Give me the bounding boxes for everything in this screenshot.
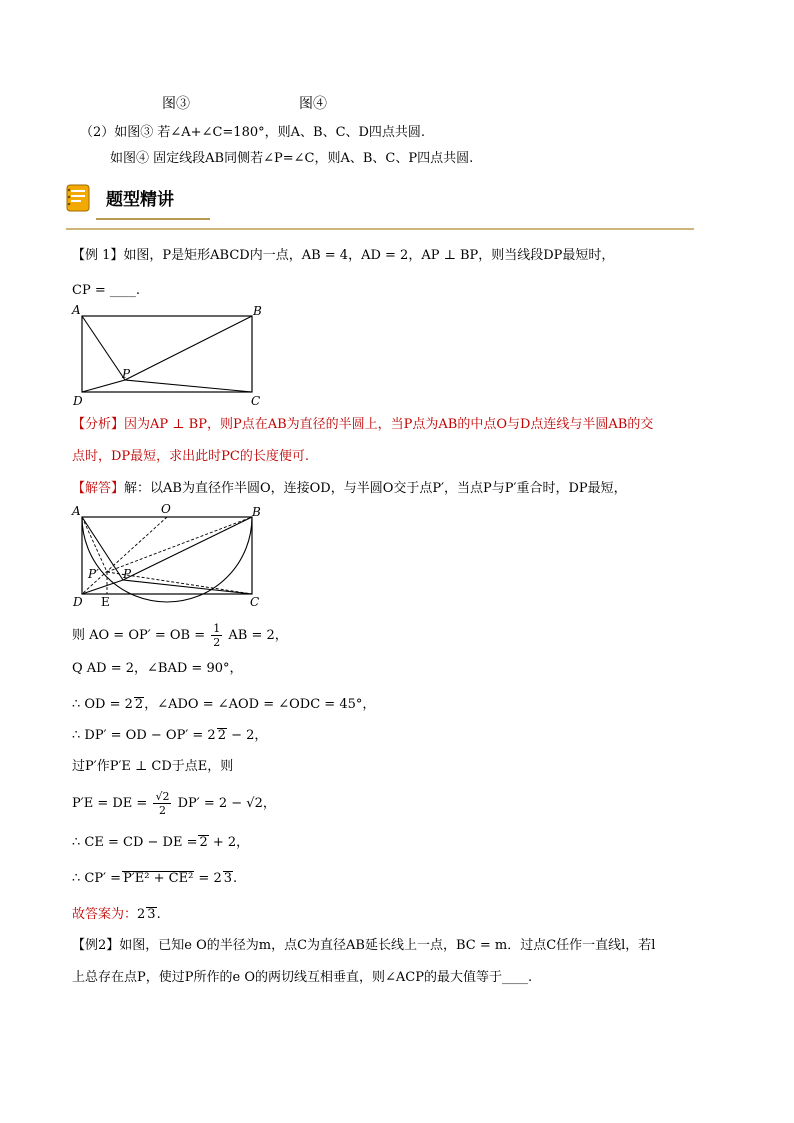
figure-4-caption: 图④ (299, 96, 327, 112)
figure-3-caption: 图③ (162, 96, 190, 112)
part2-line1: （2）如图③ 若∠A+∠C=180°，则A、B、C、D四点共圆. (80, 125, 426, 140)
solution-step1: 则 AO = OP′ = OB = $\frac{1}{2}$ AB = 2， (72, 622, 288, 649)
fig1-label-a: A (72, 303, 81, 317)
solution-line1: 【解答】解：以AB为直径作半圆O，连接OD，与半圆O交于点P′，当点P与P′重合时，DP最短， (72, 481, 627, 496)
solution-step2: Q AD = 2，∠BAD = 90°， (72, 661, 243, 676)
analysis-line2: 点时，DP最短，求出此时PC的长度便可. (72, 449, 309, 464)
notebook-icon (66, 184, 90, 212)
solution-step8: ∴ CP′ = P′E² + CE² = 2 3. (72, 871, 238, 886)
analysis-line1: 【分析】因为AP ⊥ BP，则P点在AB为直径的半圆上，当P点为AB的中点O与D点连线与半圆AB的交 (72, 417, 654, 432)
solution-figure (68, 502, 268, 610)
example2-line1: 【例2】如图，已知e O的半径为m，点C为直径AB延长线上一点，BC = m．过点C任作一直线l，若l (72, 938, 656, 953)
solution-step6: P′E = DE = $\frac{√2}{2}$ DP′ = 2 − √2， (72, 790, 276, 817)
solution-answer: 故答案为：2 3. (72, 907, 161, 922)
fig2-label-o: O (161, 502, 171, 516)
example1-figure (68, 302, 268, 408)
fig1-label-d: D (73, 394, 83, 408)
example2-line2: 上总存在点P，使过P所作的e O的两切线互相垂直，则∠ACP的最大值等于____. (72, 970, 533, 985)
fig1-label-b: B (253, 304, 262, 318)
section-title: 题型精讲 (106, 190, 174, 210)
fig2-label-d: D (73, 595, 83, 609)
fig2-label-pprime: P′ (88, 567, 99, 581)
example1-ask: CP = ____. (72, 283, 140, 298)
fig1-label-p: P (122, 367, 131, 381)
solution-step4: ∴ DP′ = OD − OP′ = 2 2 − 2， (72, 728, 268, 743)
example1-question: 【例 1】如图，P是矩形ABCD内一点，AB = 4，AD = 2，AP ⊥ BP，则当线段DP最短时， (72, 248, 615, 263)
fig2-label-a: A (72, 504, 81, 518)
section-rule (66, 228, 694, 230)
fig2-label-p: P (123, 567, 132, 581)
fig2-label-c: C (250, 595, 260, 609)
solution-step7: ∴ CE = CD − DE = 2 + 2， (72, 835, 250, 850)
part2-line2: 如图④ 固定线段AB同侧若∠P=∠C，则A、B、C、P四点共圆. (110, 151, 474, 166)
fig1-label-c: C (251, 394, 261, 408)
section-underline (96, 218, 210, 220)
fig2-label-b: B (252, 505, 261, 519)
fig2-label-e: E (101, 595, 110, 609)
solution-step3: ∴ OD = 2 2，∠ADO = ∠AOD = ∠ODC = 45°， (72, 697, 376, 712)
solution-step5: 过P′作P′E ⊥ CD于点E，则 (72, 759, 234, 774)
